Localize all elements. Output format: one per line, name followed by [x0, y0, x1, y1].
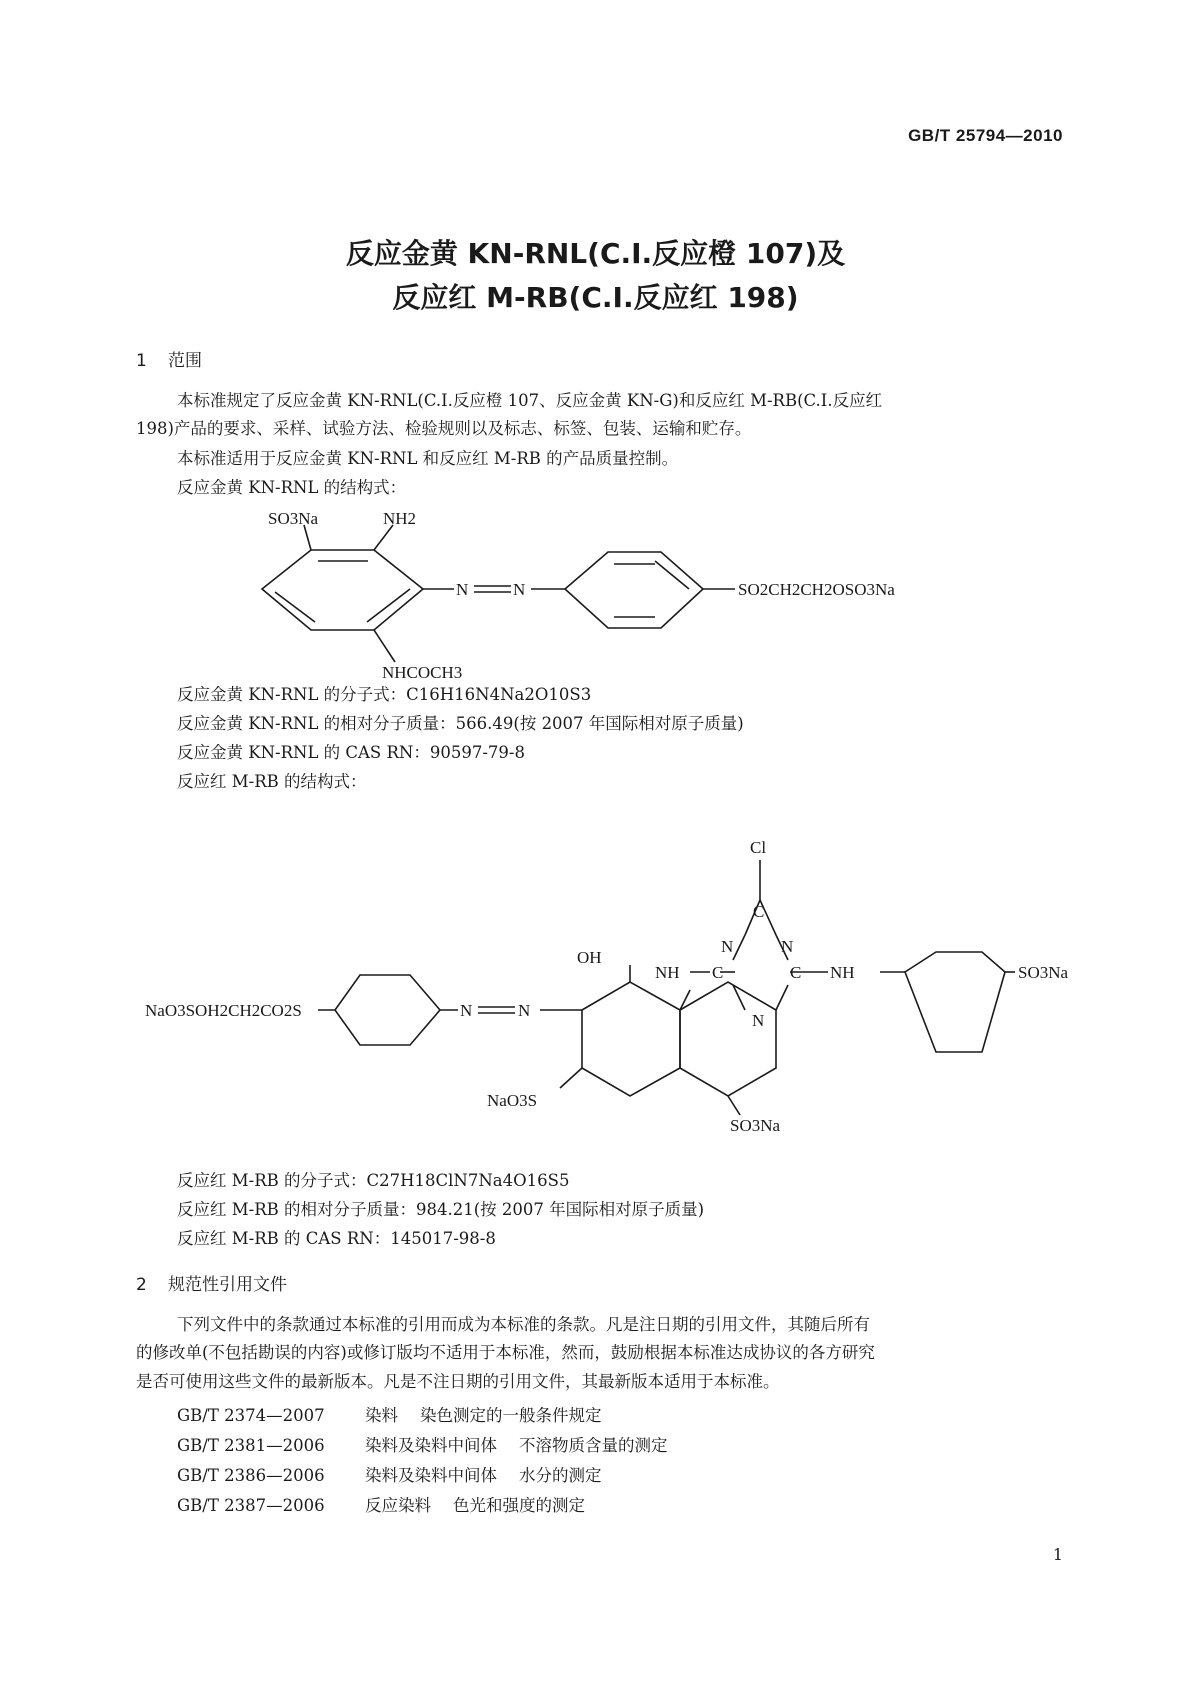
- reference-code: GB/T 2387—2006: [177, 1496, 325, 1515]
- label-n: N: [456, 580, 469, 599]
- paragraph: 反应金黄 KN-RNL 的相对分子质量：566.49(按 2007 年国际相对原子质量): [177, 714, 744, 733]
- standard-number: GB/T 25794—2010: [908, 126, 1063, 145]
- reference-code: GB/T 2381—2006: [177, 1436, 325, 1455]
- paragraph: 198)产品的要求、采样、试验方法、检验规则以及标志、标签、包装、运输和贮存。: [136, 419, 752, 438]
- paragraph: 反应金黄 KN-RNL 的 CAS RN：90597-79-8: [177, 743, 525, 762]
- paragraph: 本标准适用于反应金黄 KN-RNL 和反应红 M-RB 的产品质量控制。: [177, 449, 679, 468]
- section-2-heading: [136, 1270, 287, 1295]
- reference-group: 染料: [365, 1406, 398, 1425]
- bond: [304, 525, 311, 550]
- label-cl: Cl: [750, 838, 767, 857]
- reference-group: 染料及染料中间体: [365, 1466, 497, 1485]
- section-title: 规范性引用文件: [168, 1275, 287, 1295]
- paragraph: 的修改单(不包括勘误的内容)或修订版均不适用于本标准，然而，鼓励根据本标准达成协议的各方研究: [136, 1343, 875, 1362]
- label-so3na: SO3Na: [730, 1116, 781, 1135]
- structure-m-rb: [318, 860, 1015, 1115]
- bond: [560, 1068, 582, 1088]
- page-number: 1: [1052, 1545, 1063, 1564]
- reference-title: 不溶物质含量的测定: [519, 1436, 668, 1455]
- reference-title: 水分的测定: [519, 1466, 602, 1485]
- reference-group: 染料及染料中间体: [365, 1436, 497, 1455]
- naphthalene-ring-left: [582, 982, 680, 1096]
- section-number: 1: [136, 351, 147, 371]
- benzene-ring-left: [262, 550, 423, 630]
- label-oh: OH: [577, 948, 602, 967]
- paragraph: 本标准规定了反应金黄 KN-RNL(C.I.反应橙 107、反应金黄 KN-G)和反应红 M-RB(C.I.反应红: [177, 391, 883, 410]
- label-c: C: [712, 963, 724, 982]
- benzene-ring-middle: [335, 975, 440, 1045]
- label-n: N: [460, 1001, 473, 1020]
- label-n: N: [518, 1001, 531, 1020]
- label-n: N: [721, 937, 734, 956]
- bond: [733, 935, 745, 960]
- label-sulfonyl-ester: NaO3SOH2CH2CO2S: [145, 1001, 302, 1020]
- section-title: 范围: [168, 351, 202, 371]
- label-c: C: [753, 902, 765, 921]
- formula-value: C27H18ClN7Na4O16S5: [366, 1171, 570, 1190]
- bond: [374, 525, 393, 550]
- formula-label: 反应金黄 KN-RNL 的分子式：: [177, 685, 407, 704]
- document-title-line-1: 反应金黄 KN-RNL(C.I.反应橙 107)及: [345, 237, 846, 270]
- paragraph: 反应红 M-RB 的结构式：: [177, 772, 367, 791]
- label-nh: NH: [655, 963, 680, 982]
- molecular-formula-line: [177, 1170, 569, 1192]
- reference-item: [177, 1492, 585, 1516]
- reference-item: [177, 1462, 602, 1486]
- label-nh2: NH2: [383, 509, 417, 528]
- reference-item: [177, 1402, 602, 1426]
- reference-code: GB/T 2386—2006: [177, 1466, 325, 1485]
- paragraph: 反应红 M-RB 的 CAS RN：145017-98-8: [177, 1229, 496, 1248]
- label-so3na: SO3Na: [1018, 963, 1069, 982]
- label-n: N: [781, 937, 794, 956]
- bond: [374, 630, 395, 662]
- label-nh: NH: [830, 963, 855, 982]
- label-c: C: [790, 963, 802, 982]
- label-n: N: [513, 580, 526, 599]
- section-number: 2: [136, 1275, 147, 1295]
- double-bond: [655, 561, 689, 589]
- molecular-formula-line: [177, 684, 591, 706]
- label-sulfonyl-tail: SO2CH2CH2OSO3Na: [738, 580, 895, 599]
- label-so3na: SO3Na: [268, 509, 319, 528]
- benzene-ring-sulfo: [905, 952, 1005, 1052]
- label-nhcoch3: NHCOCH3: [382, 663, 463, 682]
- structure-kn-rnl: [262, 525, 735, 662]
- paragraph: 反应红 M-RB 的相对分子质量：984.21(按 2007 年国际相对原子质量): [177, 1200, 705, 1219]
- paragraph: 下列文件中的条款通过本标准的引用而成为本标准的条款。凡是注日期的引用文件，其随后所有: [177, 1315, 870, 1334]
- reference-code: GB/T 2374—2007: [177, 1406, 325, 1425]
- reference-title: 色光和强度的测定: [453, 1496, 585, 1515]
- formula-label: 反应红 M-RB 的分子式：: [177, 1171, 367, 1190]
- bond: [776, 985, 788, 1010]
- reference-title: 染色测定的一般条件规定: [420, 1406, 602, 1425]
- paragraph: 反应金黄 KN-RNL 的结构式：: [177, 478, 407, 497]
- label-n: N: [752, 1011, 765, 1030]
- reference-item: [177, 1432, 668, 1456]
- naphthalene-ring-right: [680, 982, 776, 1096]
- bond: [728, 1096, 740, 1115]
- paragraph: 是否可使用这些文件的最新版本。凡是不注日期的引用文件，其最新版本适用于本标准。: [136, 1372, 780, 1391]
- label-nao3s: NaO3S: [487, 1091, 538, 1110]
- formula-value: C16H16N4Na2O10S3: [406, 685, 592, 704]
- reference-group: 反应染料: [365, 1496, 431, 1515]
- document-title-line-2: 反应红 M-RB(C.I.反应红 198): [392, 281, 799, 314]
